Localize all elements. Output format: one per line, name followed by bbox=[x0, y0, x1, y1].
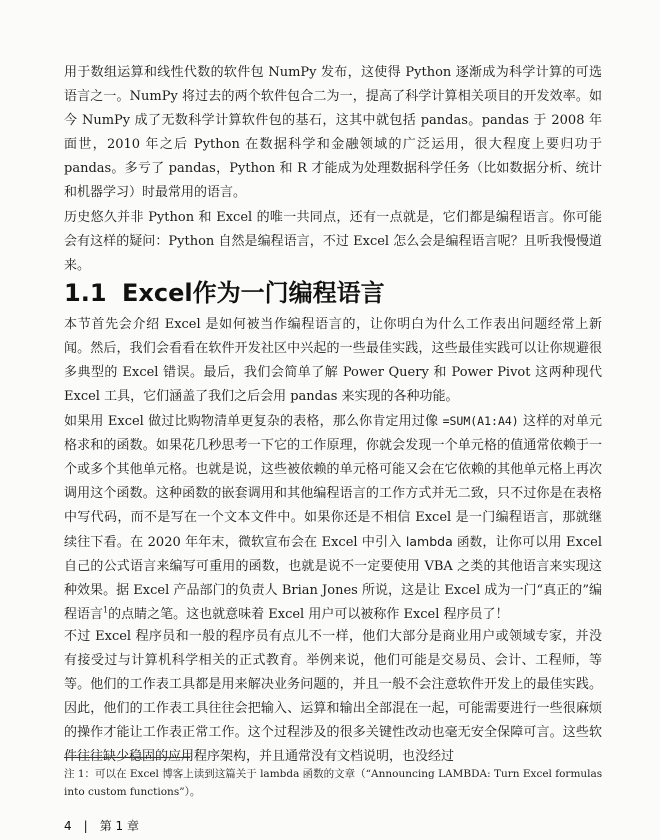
footer-separator: | bbox=[83, 819, 88, 833]
page-number: 4 bbox=[64, 819, 72, 833]
footnote: 注 1：可以在 Excel 博客上读到这篇关于 lambda 函数的文章（“Announcing LAMBDA: Turn Excel formulas into custom functions”）。 bbox=[64, 768, 603, 798]
intro-paragraph-history: 历史悠久并非 Python 和 Excel 的唯一共同点，还有一点就是，它们都是编程语言。你可能会有这样的疑问：Python 自然是编程语言，不过 Excel 怎么会是编程语言呢？且听我慢慢道来。 bbox=[64, 210, 602, 273]
section-number: 1.1 bbox=[64, 279, 107, 307]
formula-text-a: 如果用 Excel 做过比购物清单更复杂的表格，那么你肯定用过像 bbox=[64, 414, 443, 429]
formula-text-b: 这样的对单元格求和的函数。如果花几秒思考一下它的工作原理，你就会发现一个单元格的值通常依赖于一个或多个其他单元格。也就是说，这些被依赖的单元格可能又会在它依赖的其他单元格上再次调用这个函数。这种函数的嵌套调用和其他编程语言的工作方式并无二致，只不过你是在表格中写代码，而不是写在一个文本文件中。如果你还是不相信 Excel 是一门编程语言，那就继续往下看。在 2020 年年末，微软宣布会在 Excel 中引入 bbox=[64, 414, 602, 550]
page-footer bbox=[64, 817, 139, 834]
section-title: Excel作为一门编程语言 bbox=[122, 279, 385, 307]
section-intro-paragraph: 本节首先会介绍 Excel 是如何被当作编程语言的，让你明白为什么工作表出问题经常上新闻。然后，我们会看看在软件开发社区中兴起的一些最佳实践，这些最佳实践可以让你规避很多典型的 Excel 错误。最后，我们会简单了解 Power Query 和 Power Pivot 这两种现代 Excel 工具，它们涵盖了我们之后会用 pandas 来实现的各种功能。 bbox=[64, 317, 602, 404]
chapter-label: 第 1 章 bbox=[99, 819, 139, 833]
excel-programmers-paragraph: 不过 Excel 程序员和一般的程序员有点儿不一样，他们大部分是商业用户或领域专家，并没有接受过与计算机科学相关的正式教育。举例来说，他们可能是交易员、会计、工程师，等等。他们的工作表工具都是用来解决业务问题的，并且一般不会注意软件开发上的最佳实践。因此，他们的工作表工具往往会把输入、运算和输出全部混在一起，可能需要进行一些很麻烦的操作才能让工作表正常工作。这个过程涉及的很多关键性改动也毫无安全保障可言。这些软件往往缺少稳固的应用程序架构，并且通常没有文档说明，也没经过 bbox=[64, 629, 602, 764]
formula-text-c: ，让你可以用 Excel 自己的公式语言来编写可重用的函数，也就是说不一定要使用 VBA 之类的其他语言来实现这种效果。据 Excel 产品部门的负责人 Brian Jones 所说，这是让 Excel 成为一门“真正的”编程语言 bbox=[64, 535, 602, 622]
section-heading bbox=[64, 273, 385, 308]
formula-text-d: 的点睛之笔。这也就意味着 Excel 用户可以被称作 Excel 程序员了！ bbox=[108, 607, 509, 622]
lambda-term: lambda 函数 bbox=[405, 534, 483, 549]
excel-formula-paragraph bbox=[64, 409, 602, 627]
footnote-marker[interactable]: 1 bbox=[103, 605, 109, 615]
footnote-divider bbox=[64, 757, 190, 758]
sum-formula-code: =SUM(A1:A4) bbox=[442, 414, 519, 428]
intro-paragraph-numpy: 用于数组运算和线性代数的软件包 NumPy 发布，这使得 Python 逐渐成为科学计算的可选语言之一。NumPy 将过去的两个软件包合二为一，提高了科学计算相关项目的开发效率。如今 NumPy 成了无数科学计算软件包的基石，这其中就包括 pandas。pandas 于 2008 年面世，2010 年之后 Python 在数据科学和金融领域的广泛运用，很大程度上要归功于 pandas。多亏了 pandas，Python 和 R 才能成为处理数据科学任务（比如数据分析、统计和机器学习）时最常用的语言。 bbox=[64, 65, 602, 200]
